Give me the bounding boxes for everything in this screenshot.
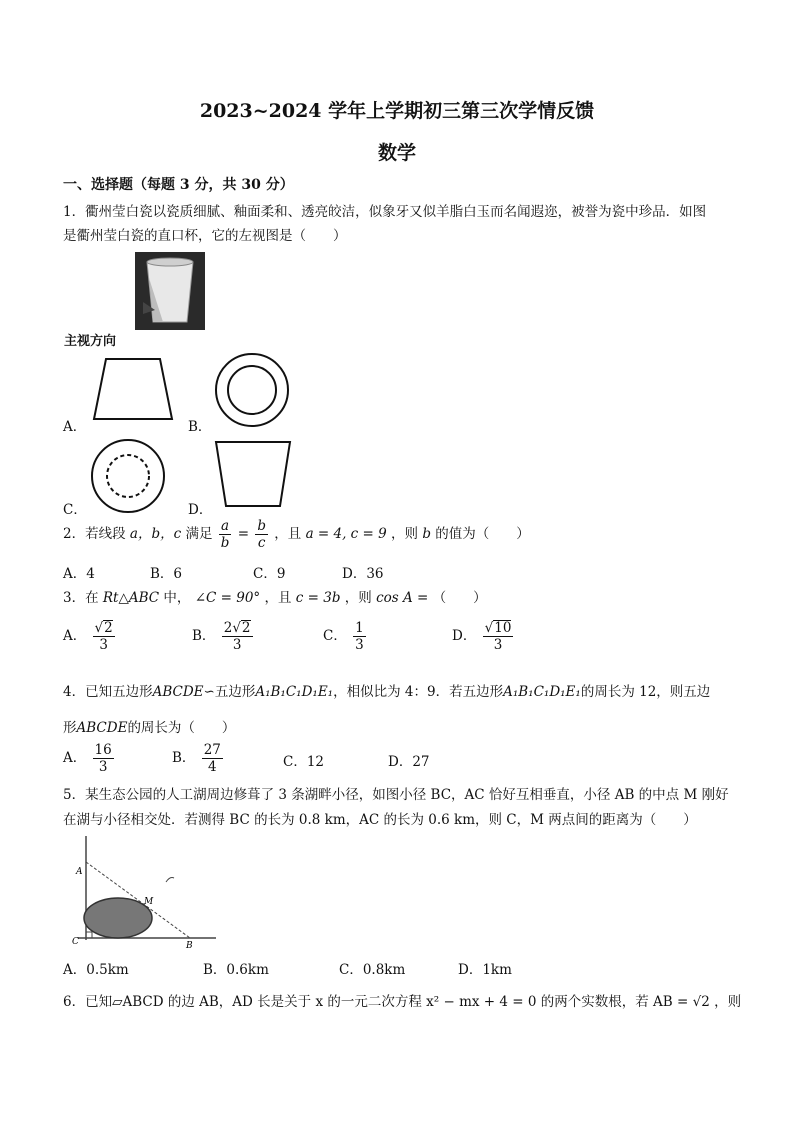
- q4-mid: 五边形: [214, 684, 256, 700]
- q4-option-a-num: 16: [94, 742, 112, 758]
- q2-option-a[interactable]: A．4: [63, 566, 95, 582]
- q4-option-c[interactable]: C．12: [283, 754, 325, 770]
- q4-option-d[interactable]: D．27: [388, 754, 430, 770]
- q3-angle: ∠C = 90°: [194, 590, 261, 606]
- q4-line2-post: 的周长为（ ）: [127, 720, 236, 736]
- q3-option-a[interactable]: [63, 620, 117, 653]
- q1-option-a-label[interactable]: A．: [63, 419, 87, 435]
- q3-expression: cos A =: [376, 590, 429, 606]
- q4-ratio-text: ，相似比为 4：9．若五边形: [333, 684, 504, 700]
- q3-prefix: 3．在: [63, 590, 99, 606]
- q3-mid2: ，且: [264, 590, 292, 606]
- q4-option-a[interactable]: [63, 742, 116, 775]
- q3-text: [63, 586, 487, 606]
- section-heading: 一、选择题（每题 3 分，共 30 分）: [63, 177, 294, 193]
- q2-prefix: 2．若线段: [63, 526, 126, 542]
- q3-option-b[interactable]: [192, 620, 255, 653]
- q3-option-b-coef: 2: [223, 620, 233, 636]
- q4-option-b-den: 4: [208, 759, 217, 775]
- q4-pentagon-2: A₁B₁C₁D₁E₁: [255, 684, 334, 700]
- q3-option-a-fraction: [93, 620, 115, 653]
- q3-option-a-radicand: 2: [104, 620, 113, 636]
- q3-condition: c = 3b: [295, 590, 341, 606]
- q4-pentagon-1: ABCDE: [152, 684, 204, 700]
- q2-frac1-den: b: [220, 535, 230, 551]
- q2-eq: =: [237, 526, 250, 542]
- q4-pentagon-4: ABCDE: [76, 720, 128, 736]
- q5-option-d[interactable]: D．1km: [458, 962, 512, 978]
- label-a: A: [76, 867, 83, 877]
- q4-line1-post: 的周长为 12，则五边: [580, 684, 711, 700]
- q1-option-d-figure: [210, 438, 300, 513]
- q3-option-a-den: 3: [99, 637, 108, 653]
- q3-triangle: Rt△ABC: [102, 590, 160, 606]
- q3-suffix: （ ）: [432, 590, 487, 606]
- label-c: C: [72, 937, 79, 947]
- q4-option-a-den: 3: [98, 759, 108, 775]
- q2-text: [63, 518, 530, 551]
- q3-option-c-fraction: [353, 620, 366, 653]
- q4-pentagon-3: A₁B₁C₁D₁E₁: [503, 684, 581, 700]
- q4-similar-symbol: ∽: [203, 684, 215, 700]
- q3-option-d-label: D．: [452, 628, 477, 644]
- q5-option-a[interactable]: A．0.5km: [63, 962, 129, 978]
- q1-option-d-label[interactable]: D．: [188, 502, 213, 518]
- q2-option-c[interactable]: C．9: [253, 566, 286, 582]
- q3-option-d[interactable]: [452, 620, 515, 653]
- photo-caption: 主视方向: [64, 334, 117, 349]
- label-m: M: [144, 897, 154, 907]
- q3-option-b-den: 3: [232, 637, 242, 653]
- q2-frac2-den: c: [257, 535, 266, 551]
- q4-text-line1: [63, 680, 710, 700]
- q3-option-c[interactable]: [323, 620, 368, 653]
- q3-option-a-label: A．: [63, 628, 87, 644]
- q3-option-d-den: 3: [493, 637, 503, 653]
- q2-mid: 满足: [185, 526, 213, 542]
- q3-option-d-num: √10: [484, 620, 512, 636]
- exam-subject: 数学: [377, 142, 416, 164]
- q3-option-b-label: B．: [192, 628, 216, 644]
- q5-lake-figure: [66, 832, 226, 950]
- q2-frac1-num: a: [219, 518, 232, 535]
- q4-line1-pre: 4．已知五边形: [63, 684, 153, 700]
- q2-cond-pre: ，且: [274, 526, 302, 542]
- q5-option-b[interactable]: B．0.6km: [203, 962, 269, 978]
- q3-mid3: ，则: [344, 590, 372, 606]
- q2-condition: a = 4, c = 9: [305, 526, 387, 542]
- q3-option-a-num: √2: [94, 620, 113, 636]
- q2-vars: a，b，c: [129, 526, 182, 542]
- q1-option-c-label[interactable]: C．: [63, 502, 87, 518]
- exam-title: 2023~2024 学年上学期初三第三次学情反馈: [199, 100, 595, 122]
- q4-option-a-label: A．: [63, 750, 87, 766]
- q3-option-b-fraction: [222, 620, 253, 653]
- q5-option-c[interactable]: C．0.8km: [339, 962, 406, 978]
- q3-mid1: 中，: [163, 590, 191, 606]
- q3-option-b-num: 2√2: [223, 620, 251, 636]
- q2-option-d[interactable]: D．36: [342, 566, 384, 582]
- label-b: B: [186, 941, 193, 950]
- q3-option-c-label: C．: [323, 628, 347, 644]
- q2-fraction-1: [219, 518, 232, 551]
- q4-line2-pre: 形: [63, 720, 77, 736]
- q2-target: b: [422, 526, 431, 542]
- q1-option-b-figure: [212, 350, 292, 430]
- q2-fraction-2: [255, 518, 268, 551]
- q2-cond-post: ，则: [391, 526, 419, 542]
- q4-option-a-fraction: [93, 742, 114, 775]
- q1-option-c-figure: [88, 436, 168, 516]
- q1-option-b-label[interactable]: B．: [188, 419, 212, 435]
- q5-text-line2: 在湖与小径相交处．若测得 BC 的长为 0.8 km，AC 的长为 0.6 km，则 C，M 两点间的距离为（ ）: [63, 812, 697, 828]
- q2-suffix: 的值为（ ）: [435, 526, 530, 542]
- q4-option-b-num: 27: [203, 742, 221, 758]
- q1-option-a-figure: [88, 355, 188, 425]
- q2-frac2-num: b: [257, 518, 266, 534]
- q1-text-line2: 是衢州莹白瓷的直口杯，它的左视图是（ ）: [63, 228, 347, 244]
- q4-option-b[interactable]: [172, 742, 225, 775]
- q2-option-b[interactable]: B．6: [150, 566, 183, 582]
- q3-option-d-fraction: [483, 620, 514, 653]
- q3-option-d-radicand: 10: [494, 620, 512, 636]
- q4-option-b-label: B．: [172, 750, 196, 766]
- q4-text-line2: [63, 716, 235, 736]
- q3-option-b-radicand: 2: [241, 620, 251, 636]
- q6-text-line1: 6．已知▱ABCD 的边 AB，AD 长是关于 x 的一元二次方程 x² − mx + 4 = 0 的两个实数根，若 AB = √2 ，则: [63, 994, 742, 1010]
- q1-text-line1: 1．衢州莹白瓷以瓷质细腻、釉面柔和、透亮皎洁，似象牙又似羊脂白玉而名闻遐迩，被誉为瓷中珍品．如图: [63, 204, 707, 220]
- q3-option-c-num: 1: [355, 620, 364, 636]
- q5-text-line1: 5．某生态公园的人工湖周边修葺了 3 条湖畔小径，如图小径 BC，AC 恰好互相垂直，小径 AB 的中点 M 刚好: [63, 787, 729, 803]
- q3-option-c-den: 3: [355, 637, 364, 653]
- q4-option-b-fraction: [202, 742, 223, 775]
